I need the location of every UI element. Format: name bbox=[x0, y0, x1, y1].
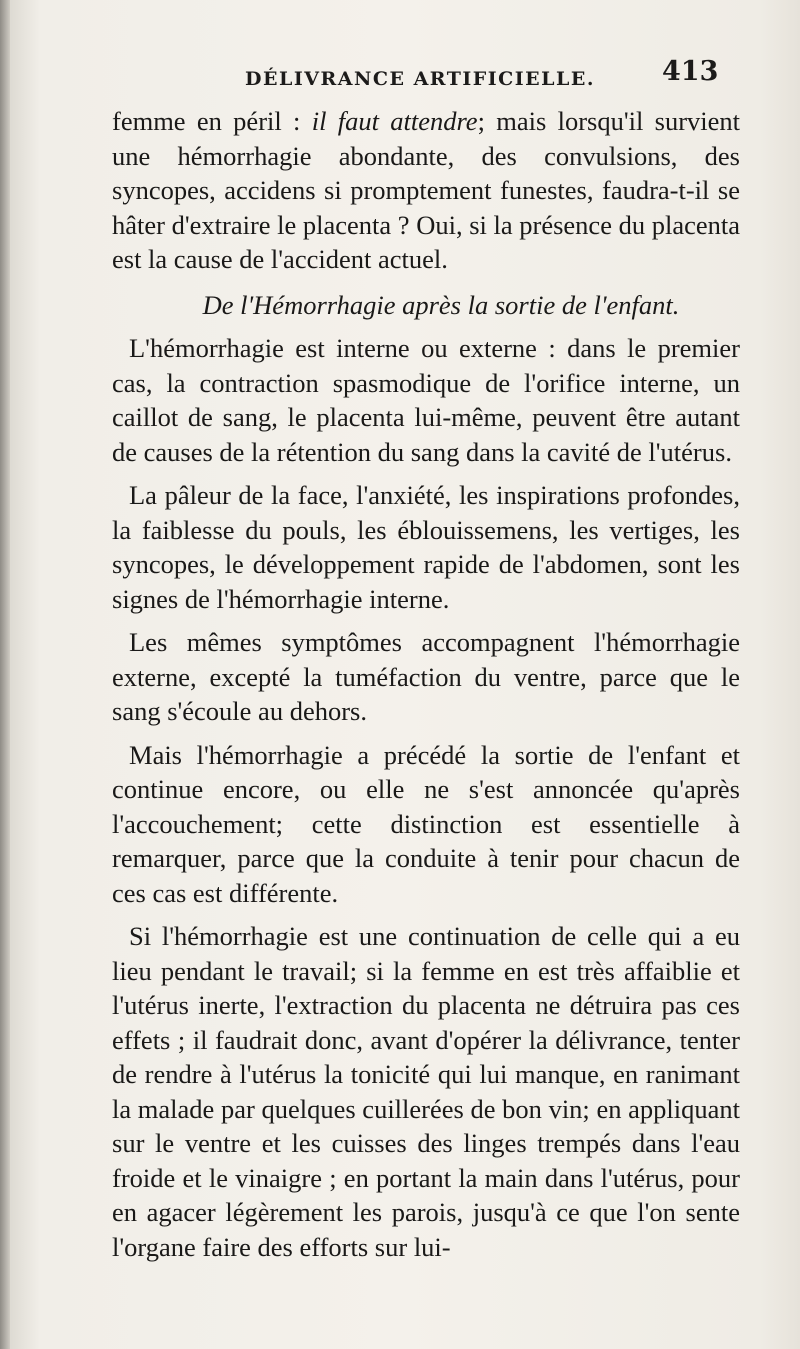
section-heading: De l'Hémorrhagie après la sortie de l'enfant. bbox=[202, 289, 680, 320]
running-title: DÉLIVRANCE ARTIFICIELLE. bbox=[245, 68, 595, 90]
paragraph-1-rest: ; mais lorsqu'il survient une hémorrhagie abondante, des convulsions, des syncopes, accidens si promptement funestes, faudra-t-il se hâter d'extraire le placenta ? Oui, si la présence du placenta est la cause de l'accident actuel. bbox=[112, 106, 741, 274]
paragraph-6: Si l'hémorrhagie est une continuation de celle qui a eu lieu pendant le travail; si la femme en est très affaiblie et l'utérus inerte, l'extraction du placenta ne détruira pas ces effets ; il faudrait donc, avant d'opérer la délivrance, tenter de rendre à l'utérus la tonicité qui lui manque, en ranimant la malade par quelques cuillerées de bon vin; en appliquant sur le ventre et les cuisses des linges trempés dans l'eau froide et le vinaigre ; en portant la main dans l'utérus, pour en agacer légèrement les parois, jusqu'à ce que l'on sente l'organe faire des efforts sur lui- bbox=[112, 921, 740, 1262]
paragraph-5: Mais l'hémorrhagie a précédé la sortie de l'enfant et continue encore, ou elle ne s'est annoncée qu'après l'accouchement; cette distinction est essentielle à remarquer, parce que la conduite à tenir pour chacun de ces cas est différente. bbox=[112, 739, 740, 908]
paragraph-1-start: femme en péril : bbox=[112, 106, 312, 136]
paragraph-1 bbox=[112, 104, 740, 277]
paragraph-4: Les mêmes symptômes accompagnent l'hémorrhagie externe, excepté la tuméfaction du ventre, parce que le sang s'écoule au dehors. bbox=[112, 627, 740, 726]
paragraph-3: La pâleur de la face, l'anxiété, les inspirations profondes, la faiblesse du pouls, les éblouissemens, les vertiges, les syncopes, le développement rapide de l'abdomen, sont les signes de l'hémorrhagie interne. bbox=[112, 480, 740, 614]
page-gutter-edge bbox=[0, 0, 10, 1349]
paragraph-2: L'hémorrhagie est interne ou externe : dans le premier cas, la contraction spasmodique de l'orifice interne, un caillot de sang, le placenta lui-même, peuvent être autant de causes de la rétention du sang dans la cavité de l'utérus. bbox=[112, 333, 740, 467]
paragraph-1-emphasis: il faut attendre bbox=[311, 106, 478, 136]
page-text bbox=[112, 104, 740, 1264]
page-number: 413 bbox=[662, 56, 719, 87]
